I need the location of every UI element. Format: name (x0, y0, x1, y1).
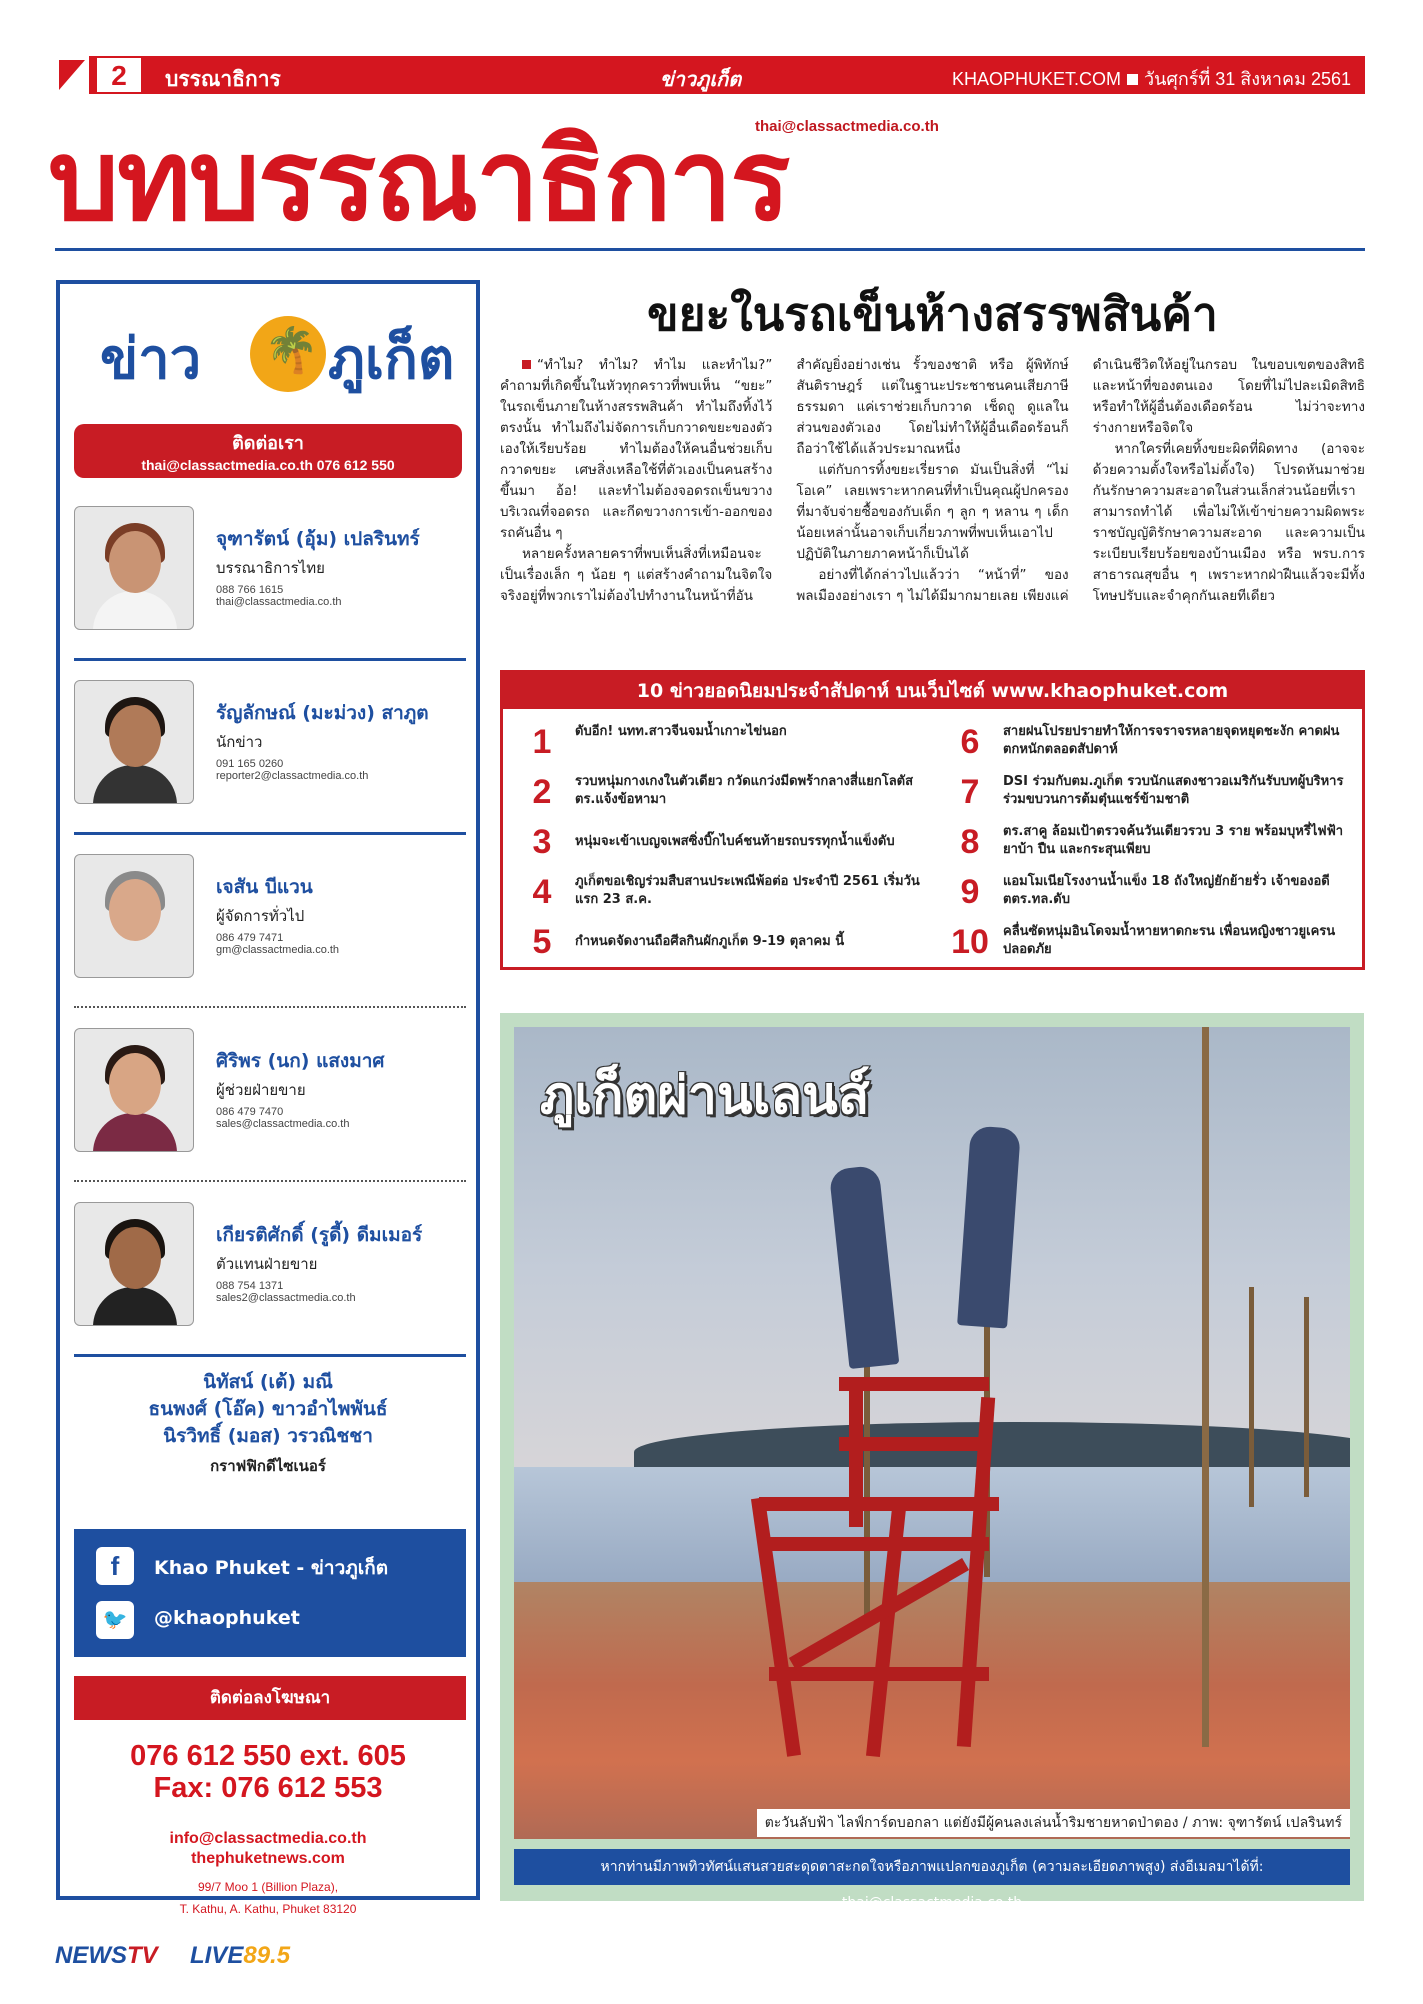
editorial-paragraph: หลายครั้งหลายคราที่พบเห็นสิ่งที่เหมือนจะเป็นเรื่องเล็ก ๆ น้อย ๆ แต่สร้างคำถามในจิตใจ จริงอยู่ที่พวกเราไม่ต้องไปทำงานในหน้าที่อันสำคัญยิ่งอย่างเช่น รั้วของชาติ หรือ ผู้พิทักษ์สันติราษฎร์ แต่ในฐานะประชาชนคนเสียภาษีธรรมดา แค่เราช่วยเก็บกวาด เช็ดถู ดูแลในส่วนของตัวเอง โดยไม่ทำให้ผู้อื่นเดือดร้อนก็ถือว่าใช้ได้แล้วประมาณหนึ่ง (500, 357, 1069, 604)
divider (74, 1180, 466, 1182)
corner-flag-icon (55, 56, 89, 94)
top-logo: ข่าวภูเก็ต (660, 67, 742, 91)
contact-banner (74, 424, 462, 478)
social-box (74, 1529, 466, 1657)
editorial-paragraph: “ทำไม? ทำไม? ทำไม และทำไม?” คำถามที่เกิดขึ้นในหัวทุกคราวที่พบเห็น “ขยะ” ในรถเข็นภายในห้างสรรพสินค้า ทำไมถึงทิ้งไว้ตรงนั้น ทำไมถึงไม่จัดการเก็บกวาดขยะของตัวเองให้เรียบร้อย ทำไมต้องให้คนอื่นช่วยเก็บกวาดขยะ เศษสิ่งเหลือใช้ที่ตัวเองเป็นคนสร้างขึ้นมา อ้อ! และทำไมต้องจอดรถเข็นขวางบริเวณที่จอดรถ และกีดขวางการเข้า-ออกของรถคันอื่น ๆ (500, 357, 773, 541)
issue-date: วันศุกร์ที่ 31 สิงหาคม 2561 (1144, 69, 1351, 89)
facebook-icon: f (96, 1547, 134, 1585)
brand-logo (100, 314, 455, 394)
top-news-heading: 10 ข่าวยอดนิยมประจำสัปดาห์ บนเว็บไซต์ www.khaophuket.com (503, 673, 1362, 709)
staff-email[interactable]: sales@classactmedia.co.th (216, 1118, 350, 1130)
staff-phone: 091 165 0260 (216, 758, 284, 770)
news-headline: คลื่นซัดหนุ่มอินโดจมน้ำหายหาดกะรน เพื่อนหญิงชาวยูเครนปลอดภัย (1003, 924, 1336, 957)
news-rank: 6 (960, 723, 980, 761)
contact-line[interactable]: thai@classactmedia.co.th 076 612 550 (141, 457, 395, 473)
address-line: 99/7 Moo 1 (Billion Plaza), (197, 1880, 339, 1894)
stake-pole (1249, 1287, 1254, 1507)
staff-sidebar (56, 280, 480, 1916)
staff-phone: 086 479 7471 (216, 932, 284, 944)
news-rank: 3 (532, 823, 552, 861)
news-rank: 5 (532, 923, 552, 961)
editorial-body (500, 355, 1365, 645)
news-item[interactable] (943, 719, 1363, 765)
sun-palm-icon (250, 316, 326, 392)
editorial-headline: ขยะในรถเข็นห้างสรรพสินค้า (647, 287, 1218, 341)
ad-email[interactable]: info@classactmedia.co.th (169, 1830, 367, 1847)
news-item[interactable] (515, 769, 935, 815)
separator-square-icon (1127, 74, 1138, 85)
twitter-icon: 🐦 (96, 1601, 134, 1639)
beach-photo (514, 1027, 1350, 1839)
facebook-label: Khao Phuket - ข่าวภูเก็ต (154, 1557, 389, 1579)
section-label: บรรณาธิการ (165, 67, 281, 91)
staff-card (74, 506, 466, 666)
news-item[interactable] (943, 919, 1363, 965)
news-rank: 2 (532, 773, 552, 811)
news-headline: รวบหนุ่มกางเกงในตัวเดียว กวัดแกว่งมีดพร้ากลางสี่แยกโลตัส ตร.แจ้งข้อหามา (575, 774, 914, 807)
page-number-box (95, 56, 143, 94)
news-headline: ดับอีก! นทท.สาวจีนจมน้ำเกาะไข่นอก (575, 724, 787, 739)
staff-role: บรรณาธิการไทย (216, 559, 325, 577)
staff-card (74, 1028, 466, 1188)
news-headline: ตร.สาคู ล้อมเป้าตรวจค้นวันเดียวรวบ 3 ราย พร้อมบุหรี่ไฟฟ้า ยาบ้า ปืน และกระสุนเพียบ (1003, 824, 1344, 857)
advertising-phone (60, 1740, 476, 1804)
news-item[interactable] (515, 819, 935, 865)
site-url: KHAOPHUKET.COM (951, 69, 1121, 89)
staff-role: ผู้ช่วยฝ่ายขาย (216, 1081, 306, 1099)
news-item[interactable] (943, 869, 1363, 915)
address-line: T. Kathu, A. Kathu, Phuket 83120 (179, 1902, 357, 1916)
staff-role: นักข่าว (216, 733, 263, 751)
news-item[interactable] (515, 919, 935, 965)
staff-phone: 086 479 7470 (216, 1106, 284, 1118)
top-bar (55, 56, 1365, 94)
staff-photo (74, 1202, 194, 1326)
page-number: 2 (111, 60, 127, 91)
divider (74, 832, 466, 835)
ad-fax-number: Fax: 076 612 553 (153, 1772, 383, 1804)
editorial-paragraph: หากใครที่เคยทิ้งขยะผิดที่ผิดทาง (อาจจะด้วยความตั้งใจหรือไม่ตั้งใจ) โปรดหันมาช่วยกันรักษาความสะอาดในส่วนเล็กส่วนน้อยที่เราสามารถทำได้ เพื่อไม่ให้เข้าข่ายความผิดพระราชบัญญัติรักษาความสะอาด และความเป็นระเบียบเรียบร้อยของบ้านเมือง หรือ พรบ.การสาธารณสุขอื่น ๆ เพราะหากฝ่าฝืนแล้วจะมีทั้งโทษปรับและจำคุกกันเลยทีเดียว (1092, 441, 1365, 604)
designer-role: กราฟฟิกดีไซเนอร์ (210, 1457, 326, 1475)
news-item[interactable] (515, 719, 935, 765)
masthead-email[interactable]: thai@classactmedia.co.th (755, 118, 939, 135)
flag-pole (1202, 1027, 1209, 1747)
photo-feature-title: ภูเก็ตผ่านเลนส์ (540, 1066, 870, 1126)
news-headline: DSI ร่วมกับตม.ภูเก็ต รวบนักแสดงชาวอเมริกันรับบทผู้บริหาร ร่วมขบวนการต้มตุ๋นแชร์ข้ามชาติ (1003, 774, 1344, 807)
site-and-date (952, 64, 1351, 93)
staff-email[interactable]: reporter2@classactmedia.co.th (216, 770, 369, 782)
masthead-rule (55, 248, 1365, 251)
staff-email[interactable]: gm@classactmedia.co.th (216, 944, 340, 956)
staff-email[interactable]: thai@classactmedia.co.th (216, 596, 342, 608)
news-headline: สายฝนโปรยปรายทำให้การจราจรหลายจุดหยุดชะงัก คาดฝนตกหนักตลอดสัปดาห์ (1003, 724, 1340, 757)
furled-umbrella (957, 1125, 1021, 1328)
staff-email[interactable]: sales2@classactmedia.co.th (216, 1292, 356, 1304)
advertising-title: ติดต่อลงโฆษณา (74, 1676, 466, 1720)
brand-logo-right: ภูเก็ต (328, 327, 455, 392)
divider (74, 658, 466, 661)
staff-role: ผู้จัดการทั่วไป (216, 907, 305, 925)
twitter-label: @khaophuket (154, 1607, 300, 1629)
news-headline: ภูเก็ตขอเชิญร่วมสืบสานประเพณีพ้อต่อ ประจำปี 2561 เริ่มวันแรก 23 ส.ค. (575, 874, 920, 907)
news-item[interactable] (943, 819, 1363, 865)
lifeguard-chair (759, 1337, 1019, 1757)
news-headline: แอมโมเนียโรงงานน้ำแข็ง 18 ถังใหญ่ยักย้ายรั่ว เจ้าของอดีตตร.ทล.ดับ (1003, 874, 1330, 907)
designer-name: นิทัสน์ (เต้) มณี (203, 1371, 333, 1393)
staff-name: ศิริพร (นก) แสงมาศ (216, 1050, 385, 1072)
news-item[interactable] (943, 769, 1363, 815)
ad-phone-number: 076 612 550 ext. 605 (130, 1740, 406, 1772)
news-rank: 7 (960, 773, 980, 811)
designers-block (60, 1369, 476, 1478)
live-fm-logo: LIVE89.5 (190, 1942, 291, 1969)
staff-phone: 088 754 1371 (216, 1280, 284, 1292)
news-rank: 4 (532, 873, 552, 911)
staff-name: เกียรติศักดิ์ (รูดี้) ดีมเมอร์ (216, 1224, 423, 1246)
bullet-square-icon (522, 360, 531, 369)
divider (74, 1354, 466, 1357)
page-title: บทบรรณาธิการ (48, 116, 789, 246)
photo-feature (500, 1013, 1364, 1911)
staff-card (74, 854, 466, 1014)
ad-website[interactable]: thephuketnews.com (191, 1850, 345, 1867)
top-news-box (500, 670, 1365, 970)
staff-name: จุฑารัตน์ (อุ้ม) เปลรินทร์ (216, 528, 420, 550)
staff-card (74, 680, 466, 840)
photo-submission-note: หากท่านมีภาพทิวทัศน์แสนสวยสะดุดตาสะกดใจหรือภาพแปลกของภูเก็ต (ความละเอียดภาพสูง) ส่งอีเมลมาได้ที่: thai@classactmedia.co.th (514, 1849, 1350, 1885)
office-address (60, 1876, 476, 1920)
staff-name: เจสัน บีแวน (216, 876, 313, 898)
editorial-paragraph: แต่กับการทิ้งขยะเรี่ยราด มันเป็นสิ่งที่ “ไม่โอเค” เลยเพราะหากคนที่ทำเป็นคุณผู้ปกครองที่มาจับจ่ายซื้อของกับเด็ก ๆ ลูก ๆ หลาน ๆ เด็กน้อยเหล่านั้นอาจเก็บเกี่ยวภาพที่พบเห็นเอาไปปฏิบัติในภายภาคหน้าก็เป็นได้ (796, 462, 1069, 562)
staff-photo (74, 506, 194, 630)
staff-card (74, 1202, 466, 1362)
staff-name: รัญลักษณ์ (มะม่วง) สาภูต (216, 702, 429, 724)
staff-phone: 088 766 1615 (216, 584, 284, 596)
news-headline: กำหนดจัดงานถือศีลกินผักภูเก็ต 9-19 ตุลาคม นี้ (575, 934, 845, 949)
divider (74, 1006, 466, 1008)
news-rank: 1 (532, 723, 552, 761)
news-tv-logo: NEWSTV (55, 1942, 158, 1969)
staff-photo (74, 680, 194, 804)
contact-title: ติดต่อเรา (232, 433, 304, 454)
news-rank: 8 (960, 823, 980, 861)
designer-name: ธนพงศ์ (โอ๊ค) ขาวอำไพพันธ์ (148, 1398, 388, 1420)
editorial-paragraph: อย่างที่ได้กล่าวไปแล้วว่า “หน้าที่” ของพลเมืองอย่างเรา ๆ ไม่ได้มีมากมายเลย เพียงแค่ดำเนินชีวิตให้อยู่ในกรอบ ในขอบเขตของสิทธิและหน้าที่ของตนเอง โดยที่ไม่ไปละเมิดสิทธิหรือทำให้ผู้อื่นต้องเดือดร้อน ไม่ว่าจะทางร่างกายหรือจิตใจ (796, 357, 1365, 604)
photo-caption: ตะวันลับฟ้า ไลฟ์การ์ดบอกลา แต่ยังมีผู้คนลงเล่นน้ำริมชายหาดป่าตอง / ภาพ: จุฑารัตน์ เปลรินทร์ (757, 1809, 1350, 1837)
stake-pole (1304, 1297, 1309, 1497)
news-headline: หนุ่มจะเข้าเบญจเพสซิ่งบิ๊กไบค์ชนท้ายรถบรรทุกน้ำแข็งดับ (575, 834, 895, 849)
brand-logo-left: ข่าว (100, 327, 202, 392)
staff-role: ตัวแทนฝ่ายขาย (216, 1255, 318, 1273)
advertising-contact (60, 1829, 476, 1869)
staff-photo (74, 854, 194, 978)
news-rank: 9 (960, 873, 980, 911)
news-item[interactable] (515, 869, 935, 915)
staff-photo (74, 1028, 194, 1152)
designer-name: นิรวิทธิ์ (มอส) วรวณิชชา (163, 1425, 373, 1447)
news-rank: 10 (951, 923, 989, 961)
